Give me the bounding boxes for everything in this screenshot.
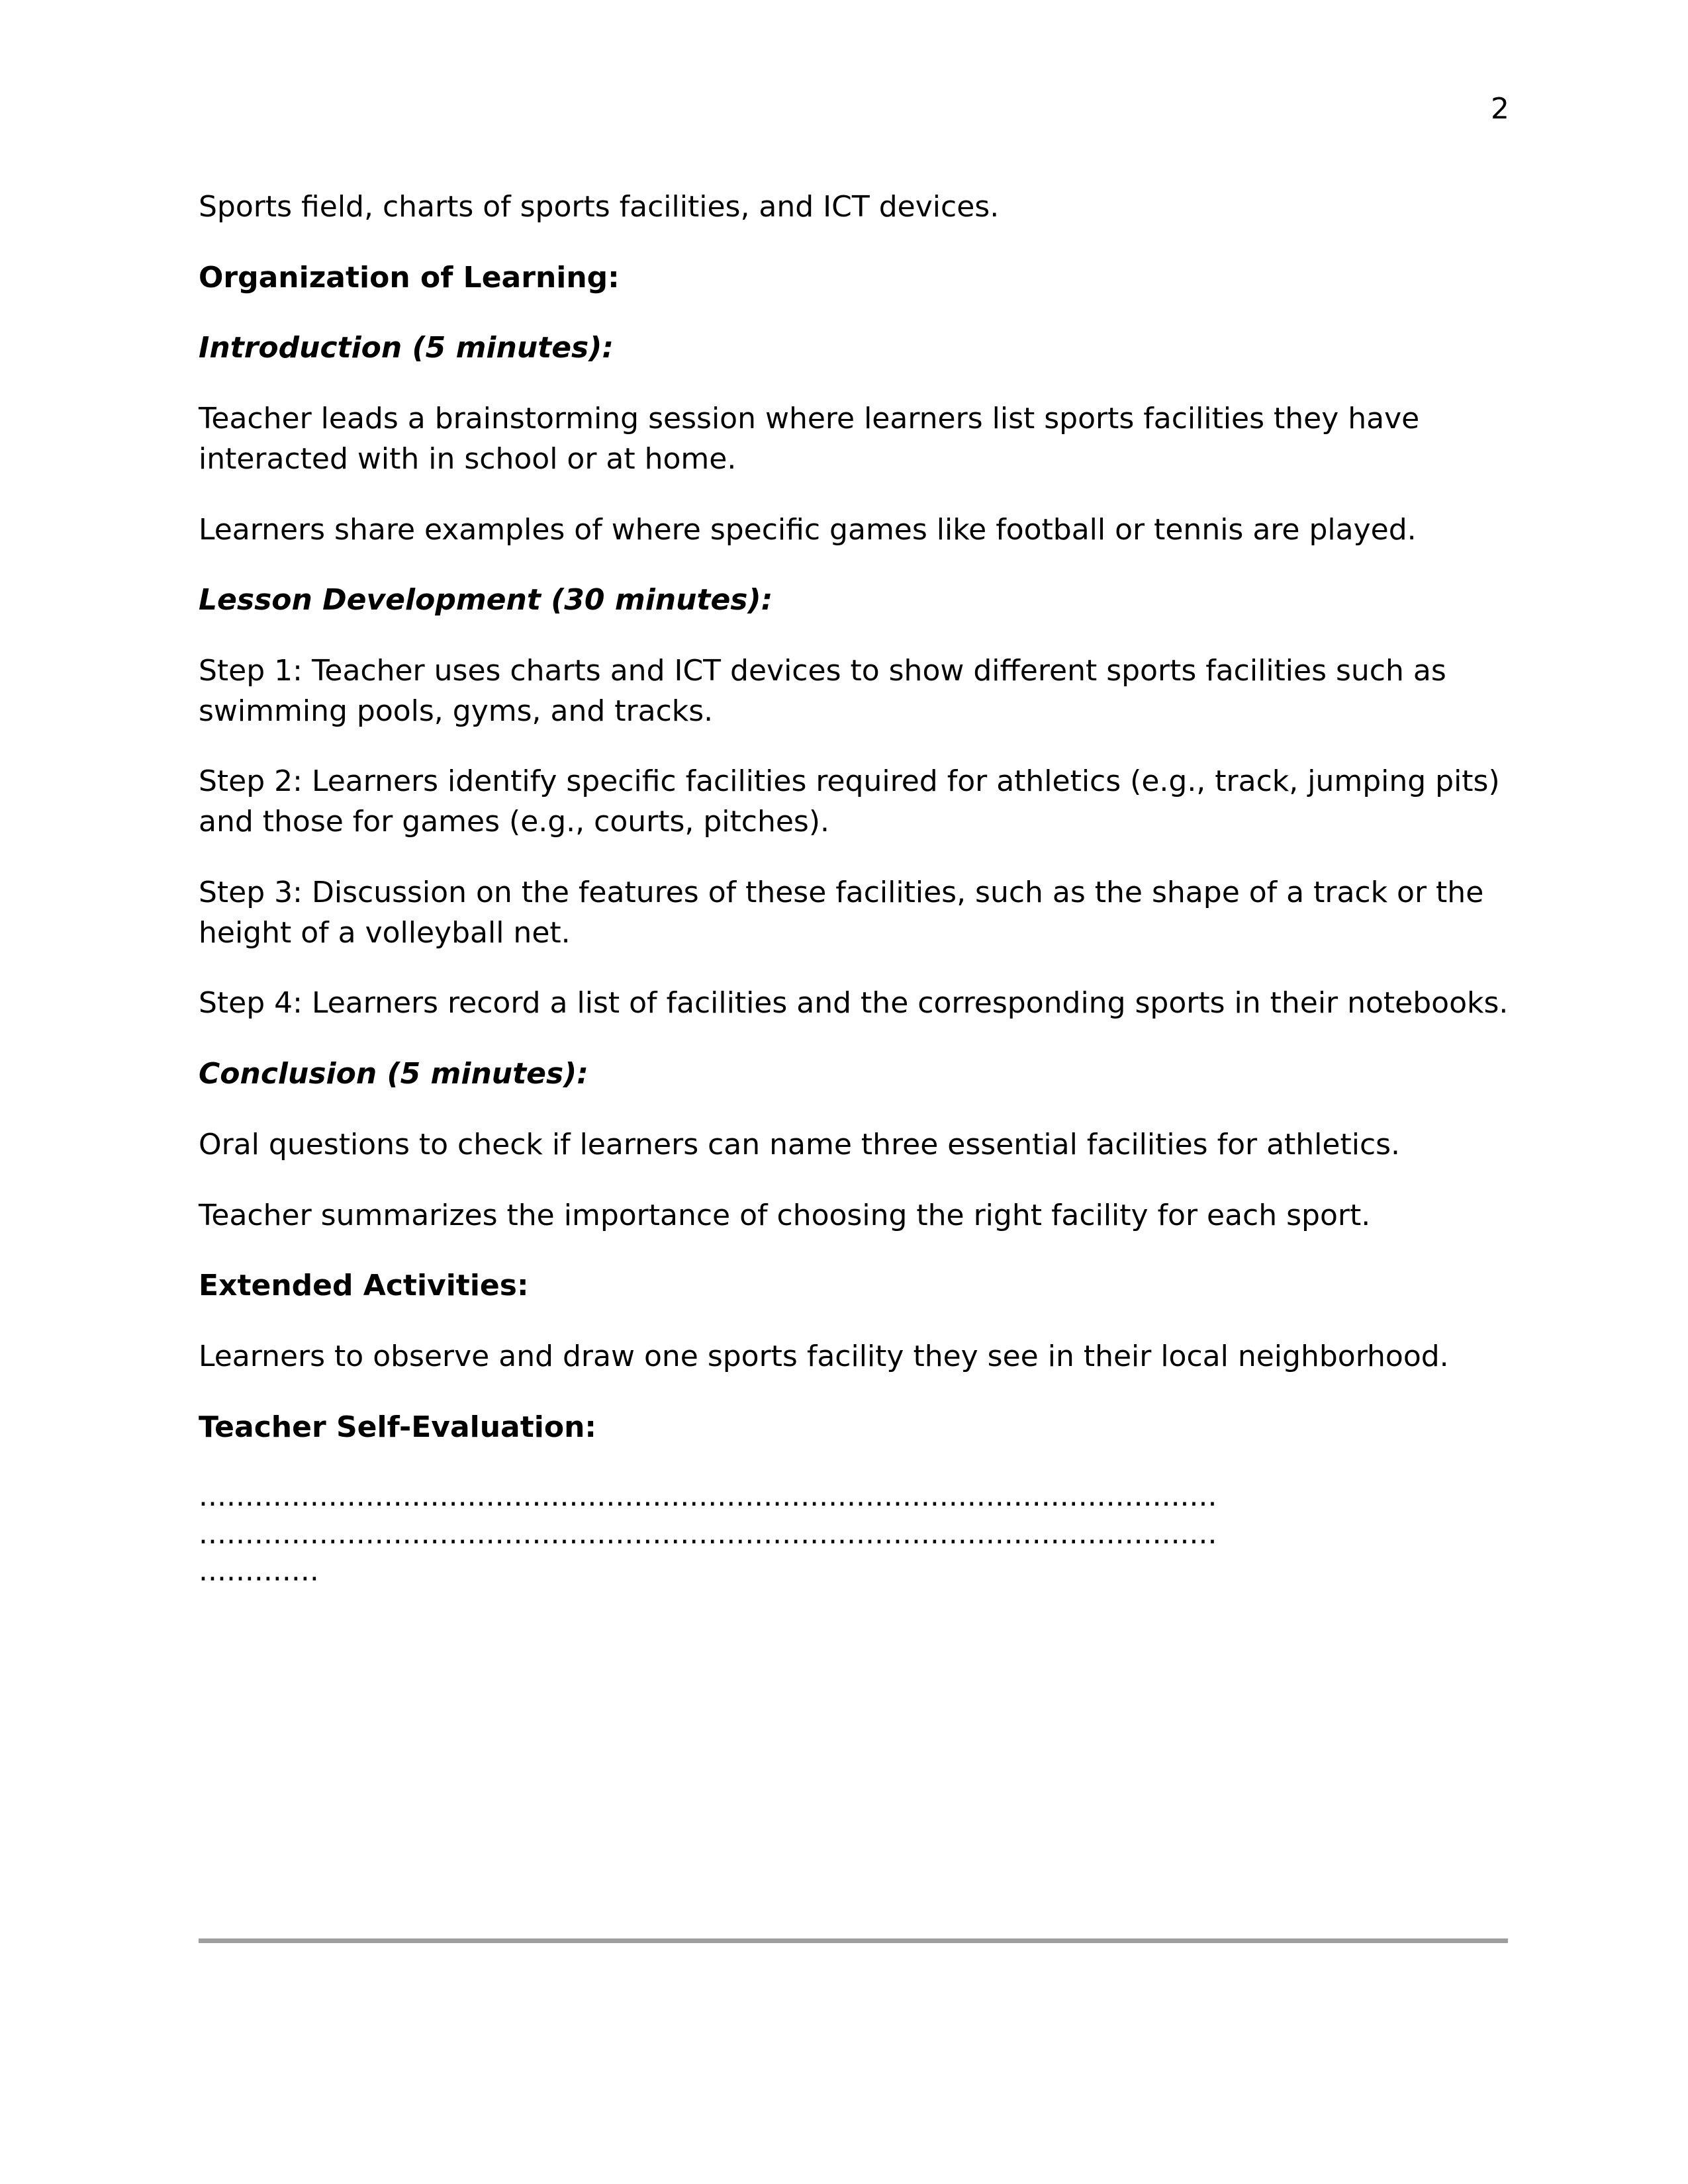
conclusion-heading: Conclusion (5 minutes): [199, 1057, 588, 1091]
extended-activities-paragraph-1: Learners to observe and draw one sports facility they see in their local neighborhood. [199, 1339, 1449, 1373]
page-bottom-divider [199, 1938, 1508, 1943]
evaluation-dotted-line: .............................................................................................................. [199, 1479, 1217, 1514]
teacher-self-evaluation-heading: Teacher Self-Evaluation: [199, 1410, 597, 1444]
organization-of-learning-heading: Organization of Learning: [199, 260, 620, 295]
conclusion-paragraph-1: Oral questions to check if learners can name three essential facilities for athletics. [199, 1127, 1401, 1161]
introduction-heading: Introduction (5 minutes): [199, 331, 614, 365]
materials-paragraph: Sports field, charts of sports facilities, and ICT devices. [199, 190, 1000, 224]
lesson-development-step-2: Step 2: Learners identify specific facilities required for athletics (e.g., track, jumping pits) and those for games (e.g., courts, pitches). [199, 764, 1500, 839]
extended-activities-heading: Extended Activities: [199, 1269, 529, 1303]
lesson-development-step-4: Step 4: Learners record a list of facilities and the corresponding sports in their notebooks. [199, 986, 1509, 1021]
conclusion-paragraph-2: Teacher summarizes the importance of choosing the right facility for each sport. [199, 1198, 1371, 1232]
evaluation-dotted-line: .............................................................................................................. [199, 1516, 1217, 1551]
page-number: 2 [1491, 92, 1509, 126]
lesson-development-heading: Lesson Development (30 minutes): [199, 583, 773, 617]
lesson-development-step-3: Step 3: Discussion on the features of these facilities, such as the shape of a track or the height of a volleyball net. [199, 875, 1484, 950]
teacher-self-evaluation-blank-lines [199, 1478, 1513, 1590]
introduction-paragraph-1: Teacher leads a brainstorming session where learners list sports facilities they have interacted with in school or at home. [199, 402, 1420, 476]
evaluation-dotted-line: ............. [199, 1554, 319, 1588]
lesson-development-step-1: Step 1: Teacher uses charts and ICT devices to show different sports facilities such as swimming pools, gyms, and tracks. [199, 654, 1446, 728]
document-body [199, 187, 1513, 1590]
introduction-paragraph-2: Learners share examples of where specific games like football or tennis are played. [199, 512, 1417, 547]
